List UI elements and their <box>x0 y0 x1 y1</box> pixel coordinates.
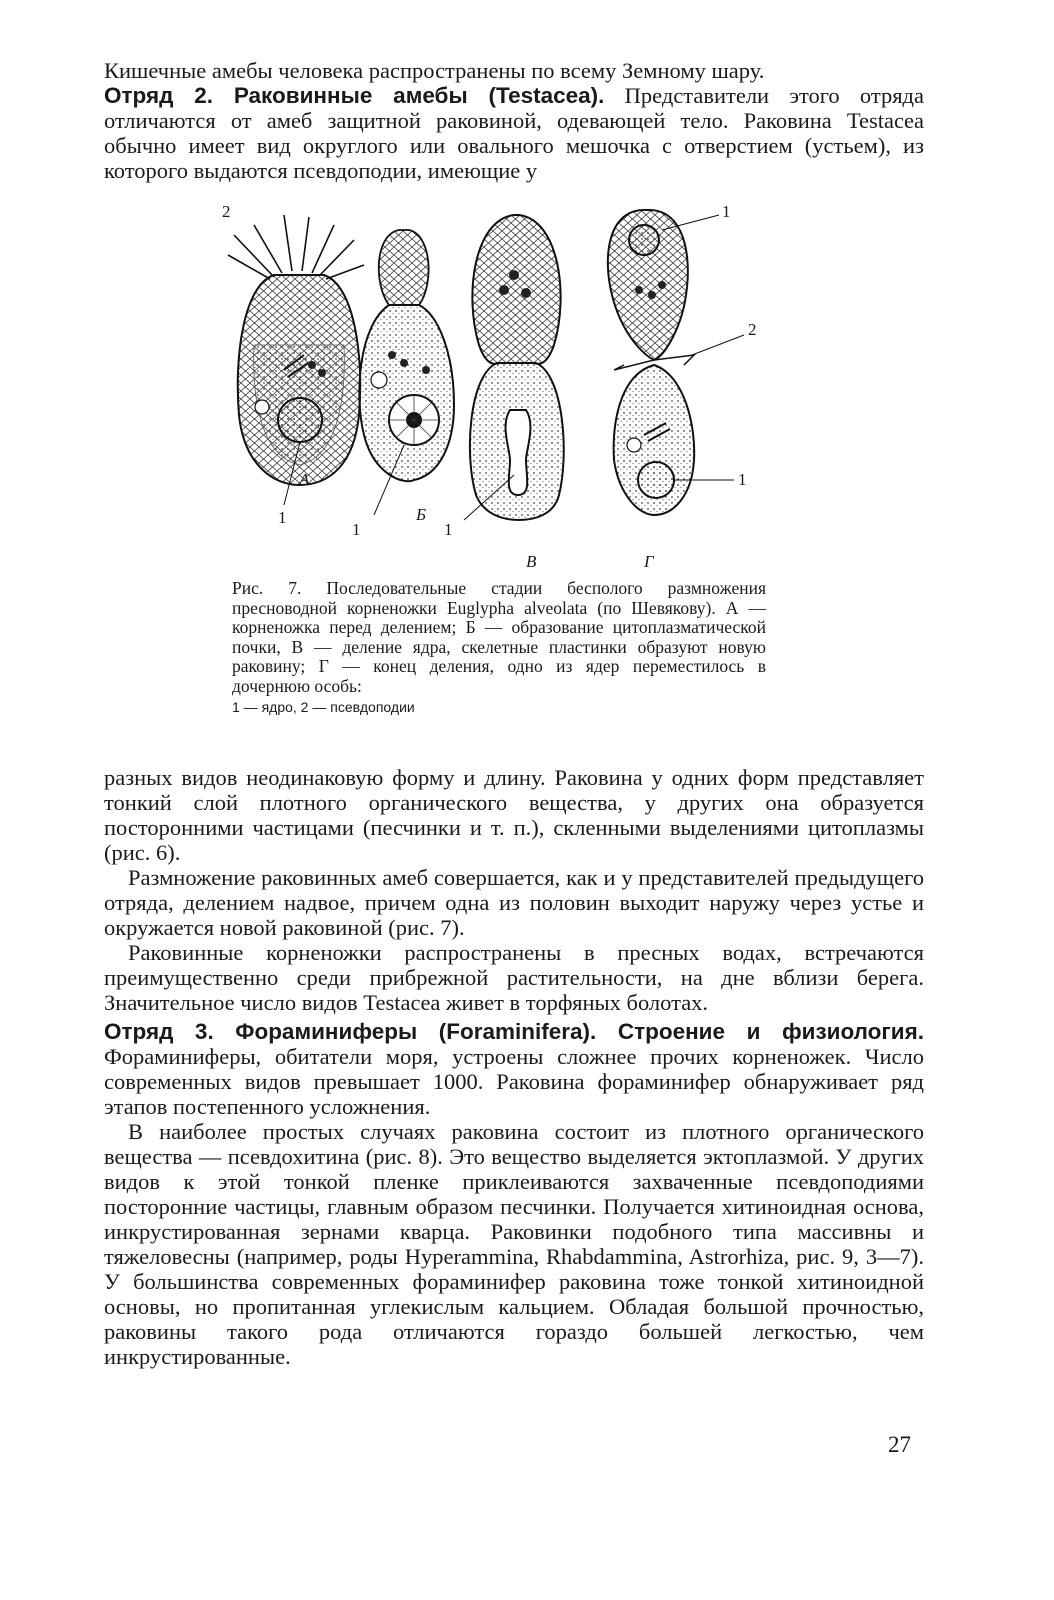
caption-text: Рис. 7. Последовательные стадии бесполого размножения пресноводной корненожки Euglypha alveolata (по Шевякову). А — корненожка перед делением; Б — образование цитоплазматической почки, В — деление ядра, скелетные пластинки образуют новую раковину; Г — конец деления, одно из ядер переместилось в дочернюю особь: <box>232 578 766 696</box>
figure-legend: 1 — ядро, 2 — псевдоподии <box>232 699 415 715</box>
order2-text: Представители этого отряда отличаются от амеб защитной раковиной, одевающей тело. Раковина Testacea обычно имеет вид округлого или овального мешочка с отверстием (устьем), из которого выдаются псевдоподии, имеющие у <box>104 83 924 183</box>
paragraph-shell-structure: В наиболее простых случаях раковина состоит из плотного органического вещества — псевдохитина (рис. 8). Это вещество выделяется эктоплазмой. У других видов к этой тонкой пленке приклеиваются захваченные псевдоподиями посторонние частицы, главным образом песчинки. Получается хитиноидная основа, инкрустированная зернами кварца. Раковинки подобного типа массивны и тяжеловесны (например, роды Hyperammina, Rhabdammina, Astrorhiza, рис. 9, 3—7). У большинства современных фораминифер раковина тоже тонкой хитиноидной основы, но пропитанная углекислым кальцием. Обладая большой прочностью, раковины такого рода отличаются гораздо большей легкостью, чем инкрустированные. <box>104 1119 924 1369</box>
label-stage-a: А <box>299 470 310 489</box>
paragraph-distribution: Раковинные корненожки распространены в пресных водах, встречаются преимущественно среди прибрежной растительности, на дне вблизи берега. Значительное число видов Testacea живет в торфяных болотах. <box>104 940 924 1015</box>
label-nucleus-g-bottom: 1 <box>738 470 747 489</box>
label-nucleus-b: 1 <box>352 520 361 539</box>
order3-text: Фораминиферы, обитатели моря, устроены сложнее прочих корненожек. Число современных видов превышает 1000. Раковина фораминифер обнаруживает ряд этапов постепенного усложнения. <box>104 1044 924 1119</box>
paragraph-reproduction: Размножение раковинных амеб совершается, как и у представителей предыдущего отряда, делением надвое, причем одна из половин выходит наружу через устье и окружается новой раковиной (рис. 7). <box>104 865 924 940</box>
stage-a-organism <box>228 215 364 505</box>
intro-sentence: Кишечные амебы человека распространены по всему Земному шару. <box>104 58 765 83</box>
label-stage-b: Б <box>416 505 427 524</box>
page-number: 27 <box>888 1432 911 1457</box>
label-nucleus-g-top: 1 <box>722 202 731 221</box>
order2-paragraph <box>104 83 924 183</box>
label-nucleus-v: 1 <box>444 520 453 539</box>
euglypha-illustration <box>214 195 774 575</box>
stage-v-organism <box>464 215 564 520</box>
label-nucleus-a: 1 <box>278 508 287 527</box>
label-pseudopodia-a: 2 <box>222 202 231 221</box>
page-body <box>104 58 924 1369</box>
label-pseudopodia-g: 2 <box>748 320 757 339</box>
order3-heading: Отряд 3. Фораминиферы (Foraminifera). Строение и физиология. <box>104 1019 924 1044</box>
paragraph-shell-forms: разных видов неодинаковую форму и длину. Раковина у одних форм представляет тонкий слой плотного органического вещества, у других она образуется посторонними частицами (песчинки и т. п.), скленными выделениями цитоплазмы (рис. 6). <box>104 765 924 865</box>
stage-b-organism <box>359 230 454 515</box>
stage-g-organism <box>608 210 744 515</box>
order3-paragraph <box>104 1019 924 1119</box>
figure-7 <box>104 195 924 765</box>
figure-caption <box>232 579 766 718</box>
label-stage-g: Г <box>644 552 654 571</box>
order2-heading: Отряд 2. Раковинные амебы (Testacea). <box>104 83 605 108</box>
label-stage-v: В <box>526 552 537 571</box>
